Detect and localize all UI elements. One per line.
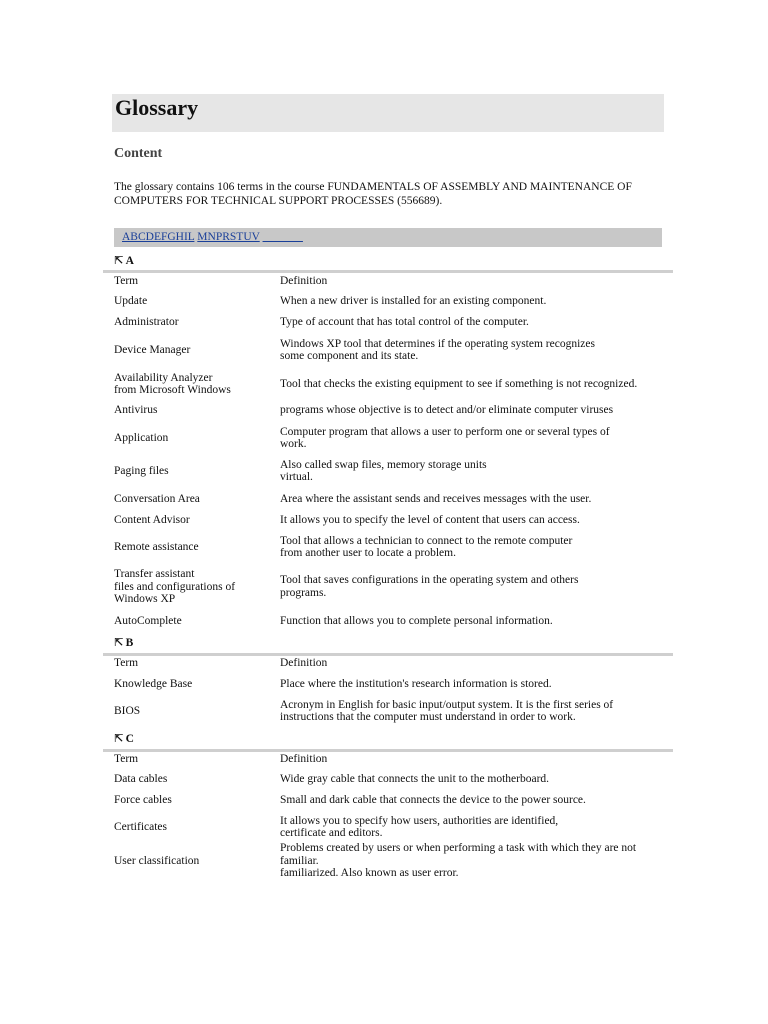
table-row bbox=[114, 295, 674, 308]
glossary-term: Application bbox=[114, 431, 169, 444]
glossary-term: Data cables bbox=[114, 772, 168, 785]
table-row bbox=[114, 316, 674, 329]
glossary-term: Content Advisor bbox=[114, 513, 190, 526]
glossary-definition: Place where the institution's research information is stored. bbox=[280, 677, 552, 690]
glossary-definition: It allows you to specify how users, authorities are identified, certificate and editors. bbox=[280, 814, 559, 839]
table-row bbox=[114, 842, 674, 880]
glossary-term: Certificates bbox=[114, 820, 168, 833]
glossary-term: Paging files bbox=[114, 464, 169, 477]
definition-column-header: Definition bbox=[280, 657, 328, 669]
alphabet-link-more[interactable]: _ _ _ _ _ bbox=[262, 231, 303, 243]
glossary-definition: Function that allows you to complete personal information. bbox=[280, 614, 553, 627]
glossary-term: BIOS bbox=[114, 704, 141, 717]
glossary-definition: Wide gray cable that connects the unit to the motherboard. bbox=[280, 772, 550, 785]
term-column-header: Term bbox=[114, 753, 139, 765]
glossary-definition: Problems created by users or when performing a task with which they are not familiar. familiarized. Also known as user error. bbox=[280, 842, 637, 879]
glossary-definition: Tool that checks the existing equipment to see if something is not recognized. bbox=[280, 377, 638, 390]
alphabet-link-a-l[interactable]: ABCDEFGHIL bbox=[122, 231, 195, 243]
glossary-definition: Small and dark cable that connects the device to the power source. bbox=[280, 793, 586, 806]
title-bar bbox=[112, 94, 664, 132]
glossary-definition: It allows you to specify the level of content that users can access. bbox=[280, 513, 580, 526]
section-letter: B bbox=[125, 637, 134, 649]
term-column-header: Term bbox=[114, 657, 139, 669]
glossary-term: Remote assistance bbox=[114, 540, 199, 553]
table-row bbox=[114, 678, 674, 691]
table-row bbox=[114, 338, 674, 363]
glossary-definition: Also called swap files, memory storage units virtual. bbox=[280, 458, 487, 483]
table-row bbox=[114, 404, 674, 417]
section-heading-c bbox=[114, 732, 134, 746]
table-header-row bbox=[114, 753, 674, 766]
table-row bbox=[114, 568, 674, 606]
table-row bbox=[114, 699, 674, 724]
table-row bbox=[114, 794, 674, 807]
glossary-term: Force cables bbox=[114, 793, 172, 806]
definition-column-header: Definition bbox=[280, 275, 328, 287]
table-row bbox=[114, 815, 674, 840]
content-heading: Content bbox=[114, 146, 163, 161]
glossary-term: Knowledge Base bbox=[114, 677, 193, 690]
glossary-term: AutoComplete bbox=[114, 614, 182, 627]
glossary-definition: Area where the assistant sends and receives messages with the user. bbox=[280, 492, 592, 505]
table-row bbox=[114, 372, 674, 397]
section-letter: C bbox=[125, 733, 134, 745]
glossary-definition: Acronym in English for basic input/output system. It is the first series of instructions that the computer must understand in order to work. bbox=[280, 698, 614, 723]
intro-text: The glossary contains 106 terms in the course FUNDAMENTALS OF ASSEMBLY AND MAINTENANCE OF COMPUTERS FOR TECHNICAL SUPPORT PROCESSES (556689). bbox=[114, 181, 632, 207]
glossary-term: Transfer assistant files and configurations of Windows XP bbox=[114, 568, 236, 605]
section-letter: A bbox=[125, 255, 134, 267]
table-row bbox=[114, 493, 674, 506]
glossary-definition: programs whose objective is to detect and/or eliminate computer viruses bbox=[280, 403, 614, 416]
glossary-definition: Tool that allows a technician to connect to the remote computer from another user to locate a problem. bbox=[280, 534, 573, 559]
back-to-top-icon[interactable]: ⇱ bbox=[114, 733, 124, 745]
section-divider bbox=[103, 749, 673, 752]
table-row bbox=[114, 535, 674, 560]
table-row bbox=[114, 615, 674, 628]
glossary-term: Administrator bbox=[114, 315, 179, 328]
table-header-row bbox=[114, 275, 674, 288]
section-heading-b bbox=[114, 636, 133, 650]
glossary-definition: When a new driver is installed for an existing component. bbox=[280, 294, 547, 307]
definition-column-header: Definition bbox=[280, 753, 328, 765]
glossary-term: User classification bbox=[114, 854, 200, 867]
table-row bbox=[114, 514, 674, 527]
alphabet-link-m-v[interactable]: MNPRSTUV bbox=[197, 231, 260, 243]
table-row bbox=[114, 426, 674, 451]
section-heading-a bbox=[114, 254, 134, 268]
page-title: Glossary bbox=[115, 95, 199, 120]
table-row bbox=[114, 773, 674, 786]
glossary-term: Device Manager bbox=[114, 343, 191, 356]
glossary-term: Update bbox=[114, 294, 148, 307]
back-to-top-icon[interactable]: ⇱ bbox=[114, 255, 124, 267]
glossary-term: Conversation Area bbox=[114, 492, 200, 505]
alphabet-nav bbox=[114, 228, 662, 247]
glossary-term: Availability Analyzer from Microsoft Windows bbox=[114, 371, 231, 396]
glossary-definition: Tool that saves configurations in the operating system and others programs. bbox=[280, 574, 579, 599]
table-header-row bbox=[114, 657, 674, 670]
back-to-top-icon[interactable]: ⇱ bbox=[114, 637, 124, 649]
table-row bbox=[114, 459, 674, 484]
glossary-definition: Computer program that allows a user to perform one or several types of work. bbox=[280, 425, 610, 450]
term-column-header: Term bbox=[114, 275, 139, 287]
glossary-definition: Type of account that has total control of the computer. bbox=[280, 315, 529, 328]
glossary-definition: Windows XP tool that determines if the operating system recognizes some component and its state. bbox=[280, 337, 595, 362]
section-divider bbox=[103, 653, 673, 656]
section-divider bbox=[103, 270, 673, 273]
glossary-term: Antivirus bbox=[114, 403, 158, 416]
